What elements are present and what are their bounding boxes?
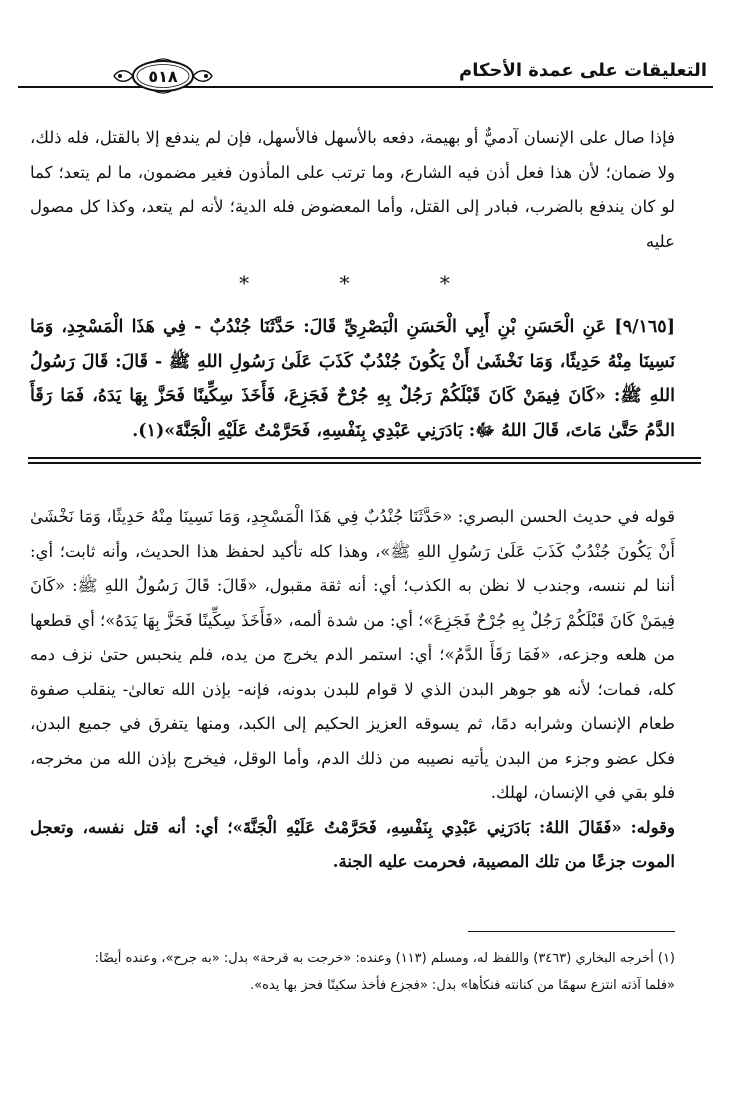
commentary-paragraph-2: وقوله: «فَقَالَ اللهُ: بَادَرَنِي عَبْدِي بِنَفْسِهِ، فَحَرَّمْتُ عَلَيْهِ الْجَنَّةَ»؛ أي: أنه قتل نفسه، وتعجل الموت جزعًا من تلك المصيبة، فحرمت عليه الجنة.: [30, 817, 675, 871]
hadith-paragraph: [٩/١٦٥] عَنِ الْحَسَنِ بْنِ أَبِي الْحَسَنِ الْبَصْرِيِّ قَالَ: حَدَّثَنَا جُنْدُبٌ - فِي هَذَا الْمَسْجِدِ، وَمَا نَسِينَا مِنْهُ حَدِيثًا، وَمَا نَخْشَىٰ أَنْ يَكُونَ جُنْدُبٌ كَذَبَ عَلَىٰ رَسُولِ اللهِ ﷺ - قَالَ: قَالَ رَسُولُ اللهِ ﷺ: «كَانَ فِيمَنْ كَانَ قَبْلَكُمْ رَجُلٌ بِهِ جُرْحٌ فَجَزِعَ، فَأَخَذَ سِكِّينًا فَحَزَّ بِهَا يَدَهُ، فَمَا رَقَأَ الدَّمُ حَتَّىٰ مَاتَ، قَالَ اللهُ ﷻ: بَادَرَنِي عَبْدِي بِنَفْسِهِ، فَحَرَّمْتُ عَلَيْهِ الْجَنَّةَ»(١).: [30, 317, 675, 441]
hadith-rule-top: [28, 457, 701, 459]
footnote-line-2: «فلما آذته انتزع سهمًا من كنانته فنكأها» بدل: «فجزع فأخذ سكينًا فحز بها يده».: [250, 978, 675, 993]
paragraph-self-defense: [30, 121, 675, 259]
footnote-rule: [468, 931, 675, 932]
paragraph-text: فإذا صال على الإنسان آدميٌّ أو بهيمة، دفعه بالأسهل فالأسهل، فإن لم يندفع إلا بالقتل، فله ذلك، ولا ضمان؛ لأن هذا فعل أذن فيه الشارع، وما ترتب على المأذون فغير مضمون، ما لم يتعد؛ كما لو كان يندفع بالضرب، فبادر إلى القتل، وأما المعضوض فله الدية؛ لأنه لم يتعد، وكذا كل مصول عليه: [30, 128, 675, 251]
commentary: [30, 500, 675, 880]
page-header: [18, 52, 713, 102]
footnote: [30, 945, 675, 999]
page-number: ٥١٨: [148, 67, 178, 86]
page-number-ornament: [108, 56, 218, 96]
hadith-rule-bottom: [28, 462, 701, 464]
section-separator-stars: * * *: [239, 271, 492, 295]
running-title: التعليقات على عمدة الأحكام: [459, 60, 707, 81]
commentary-paragraph-1: قوله في حديث الحسن البصري: «حَدَّثَنَا جُنْدُبٌ فِي هَذَا الْمَسْجِدِ، وَمَا نَسِينَا مِنْهُ حَدِيثًا، وَمَا نَخْشَىٰ أَنْ يَكُونَ جُنْدُبٌ كَذَبَ عَلَىٰ رَسُولِ اللهِ ﷺ»، وهذا كله تأكيد لحفظ هذا الحديث، وأنه ثابت؛ أي: أننا لم ننسه، وجندب لا نظن به الكذب؛ أي: أنه ثقة مقبول، «قَالَ: قَالَ رَسُولُ اللهِ ﷺ: «كَانَ فِيمَنْ كَانَ قَبْلَكُمْ رَجُلٌ بِهِ جُرْحٌ فَجَزِعَ»؛ أي: من شدة ألمه، «فَأَخَذَ سِكِّينًا فَحَزَّ بِهَا يَدَهُ»؛ أي قطعها من هلعه وجزعه، «فَمَا رَقَأَ الدَّمُ»؛ أي: استمر الدم يخرج من يده، فلم ينحبس حتىٰ نزف دمه كله، فمات؛ لأنه هو جوهر البدن الذي لا قوام للبدن بدونه، فإنه- بإذن الله تعالىٰ- ينقلب صفوة طعام الإنسان وشرابه دمًا، ثم يسوقه العزيز الحكيم إلى الكبد، ومنها يتفرق في جميع البدن، فكل عضو وجزء من البدن يأتيه نصيبه من ذلك الدم، وأما الوقل، فيخرج بإذن الله من مخرجه، فلو بقي في الإنسان، لهلك.: [30, 507, 675, 802]
footnote-line-1: (١) أخرجه البخاري (٣٤٦٣) واللفظ له، ومسلم (١١٣) وعنده: «خرجت به قرحة» بدل: «به جرح»، وعنده أيضًا:: [94, 951, 675, 966]
hadith-text: [30, 310, 675, 448]
